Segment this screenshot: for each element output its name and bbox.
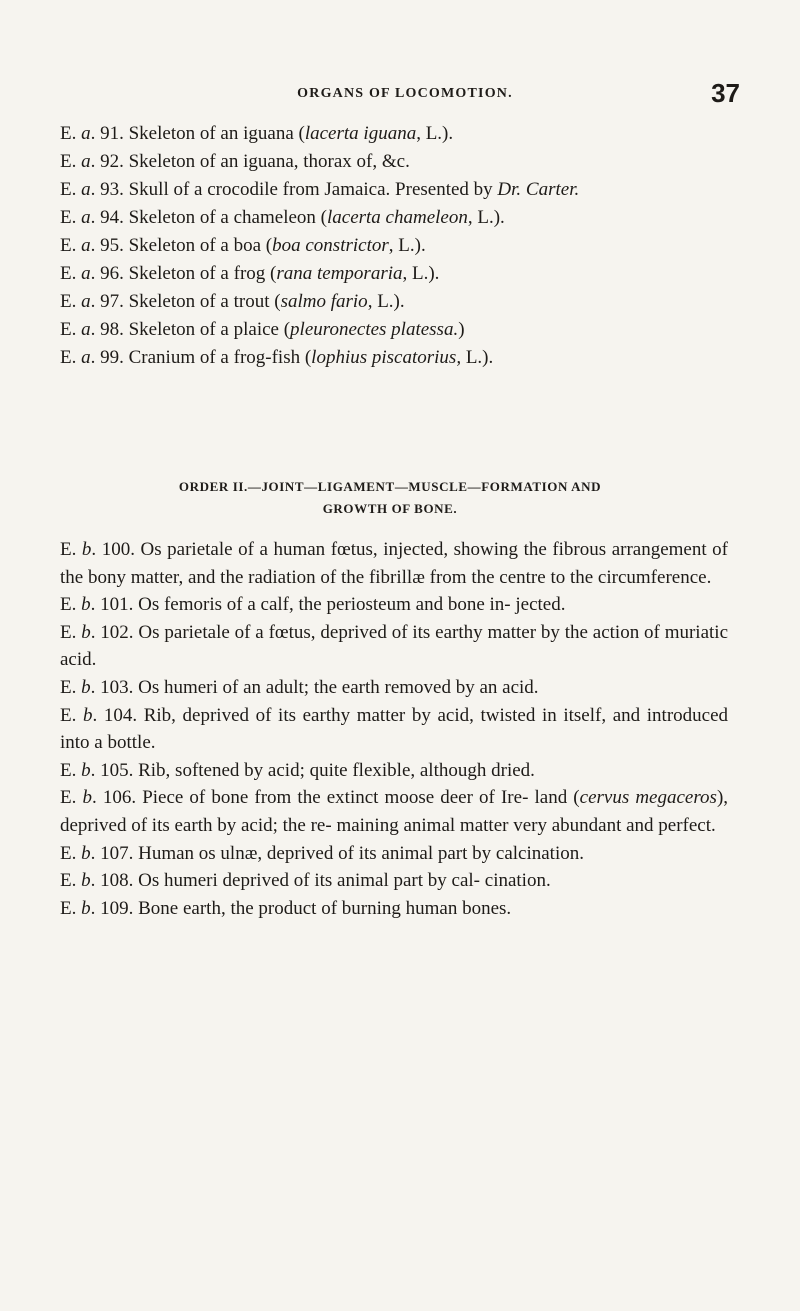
- entry-reference: E. b. 109.: [60, 897, 134, 919]
- catalogue-entry: [60, 619, 728, 674]
- entry-text: Human os ulnæ, deprived of its animal part by calcination.: [138, 842, 584, 864]
- entry-reference: E. a. 94.: [60, 207, 124, 228]
- entry-latin-name: rana temporaria: [276, 263, 403, 284]
- entry-text: Skeleton of an iguana, thorax of, &c.: [128, 151, 410, 172]
- entry-text-tail: , L.).: [467, 207, 505, 228]
- entry-text-tail: ), deprived of its earth by acid; the re- maining animal matter very abundant and perfect.: [60, 787, 729, 836]
- catalogue-entry: [60, 591, 728, 619]
- entry-latin-name: lacerta chameleon: [326, 207, 468, 228]
- entry-text: Piece of bone from the extinct moose deer of Ire- land (: [142, 787, 580, 809]
- entry-reference: E. b. 102.: [60, 621, 134, 643]
- catalogue-entry: [60, 204, 710, 232]
- order-heading-line-1: ORDER II.—JOINT—LIGAMENT—MUSCLE—FORMATION AND: [178, 479, 602, 494]
- entry-text: Bone earth, the product of burning human bones.: [138, 897, 512, 919]
- entry-text: Skeleton of a boa (: [128, 235, 273, 256]
- catalogue-entry: [60, 232, 710, 260]
- entry-text: Rib, deprived of its earthy matter by acid, twisted in itself, and introduced into a bottle.: [60, 704, 729, 754]
- entry-reference: E. b. 101.: [60, 594, 134, 616]
- entry-text: Os parietale of a human fœtus, injected, showing the fibrous arrangement of the bony matter, and the radiation of the fibrillæ from the centre to the circumference.: [60, 539, 729, 588]
- entry-text-tail: L.).: [461, 347, 494, 368]
- entry-text-tail: , L.).: [402, 263, 440, 284]
- entry-reference: E. b. 107.: [60, 842, 134, 864]
- entry-text-tail: , L.).: [416, 123, 454, 144]
- entry-text: Rib, softened by acid; quite flexible, although dried.: [138, 759, 535, 781]
- entry-text: Skeleton of a chameleon (: [128, 207, 327, 228]
- entry-text: Cranium of a frog-fish (: [128, 347, 312, 368]
- entry-text: Os humeri deprived of its animal part by cal- cination.: [138, 870, 551, 892]
- order-heading: [50, 476, 730, 520]
- page-header: [60, 78, 740, 110]
- entry-reference: E. b. 100.: [60, 539, 135, 560]
- order-heading-line-2: GROWTH OF BONE.: [322, 501, 458, 516]
- entry-reference: E. b. 103.: [60, 676, 134, 698]
- entry-text: Os femoris of a calf, the periosteum and bone in- jected.: [138, 594, 566, 616]
- catalogue-entry: [60, 288, 710, 316]
- catalogue-entry: [60, 120, 710, 148]
- catalogue-entry: [60, 344, 710, 372]
- entry-reference: E. a. 93.: [60, 179, 124, 200]
- catalogue-entry: [60, 702, 728, 757]
- entry-text: Skeleton of a plaice (: [128, 319, 291, 340]
- entry-latin-name: salmo fario: [280, 291, 368, 312]
- entry-reference: E. a. 97.: [60, 291, 124, 312]
- page-number: 37: [711, 78, 740, 108]
- entry-reference: E. a. 98.: [60, 319, 124, 340]
- entry-reference: E. a. 92.: [60, 151, 124, 172]
- catalogue-entry: [60, 536, 728, 591]
- entry-reference: E. a. 91.: [60, 123, 124, 144]
- entry-latin-name: pleuronectes platessa.: [290, 319, 459, 340]
- entry-reference: E. a. 96.: [60, 263, 124, 284]
- catalogue-entry: [60, 316, 710, 344]
- entry-reference: E. b. 108.: [60, 870, 134, 892]
- catalogue-entry: [60, 895, 728, 923]
- entry-latin-name: Dr. Carter.: [497, 179, 580, 200]
- entry-text: Skeleton of an iguana (: [128, 123, 305, 144]
- catalogue-entry: [60, 148, 710, 176]
- entry-text: Os parietale of a fœtus, deprived of its earthy matter by the action of muriatic acid.: [60, 621, 729, 671]
- entry-text: Skull of a crocodile from Jamaica. Presented by: [128, 179, 498, 200]
- catalogue-entries-order-1: [60, 120, 710, 372]
- entry-text-tail: , L.).: [367, 291, 405, 312]
- entry-latin-name: lacerta iguana: [304, 123, 417, 144]
- catalogue-entry: [60, 674, 728, 702]
- entry-reference: E. a. 99.: [60, 347, 124, 368]
- entry-text: Skeleton of a trout (: [128, 291, 281, 312]
- catalogue-entry: [60, 757, 728, 785]
- entry-latin-name: cervus megaceros: [579, 787, 717, 809]
- entry-reference: E. a. 95.: [60, 235, 124, 256]
- entry-text-tail: ): [458, 319, 465, 340]
- catalogue-entries-order-2: [60, 536, 728, 922]
- catalogue-entry: [60, 867, 728, 895]
- catalogue-entry: [60, 840, 728, 868]
- entry-text: Skeleton of a frog (: [128, 263, 277, 284]
- catalogue-entry: [60, 260, 710, 288]
- entry-text: Os humeri of an adult; the earth removed by an acid.: [138, 676, 539, 698]
- entry-text-tail: , L.).: [388, 235, 426, 256]
- catalogue-entry: [60, 176, 710, 204]
- catalogue-entry: [60, 784, 728, 839]
- entry-reference: E. b. 106.: [60, 787, 137, 809]
- entry-latin-name: boa constrictor: [272, 235, 389, 256]
- running-head: ORGANS OF LOCOMOTION.: [297, 86, 513, 101]
- entry-reference: E. b. 104.: [60, 704, 138, 726]
- entry-reference: E. b. 105.: [60, 759, 134, 781]
- entry-latin-name: lophius piscatorius,: [311, 347, 462, 368]
